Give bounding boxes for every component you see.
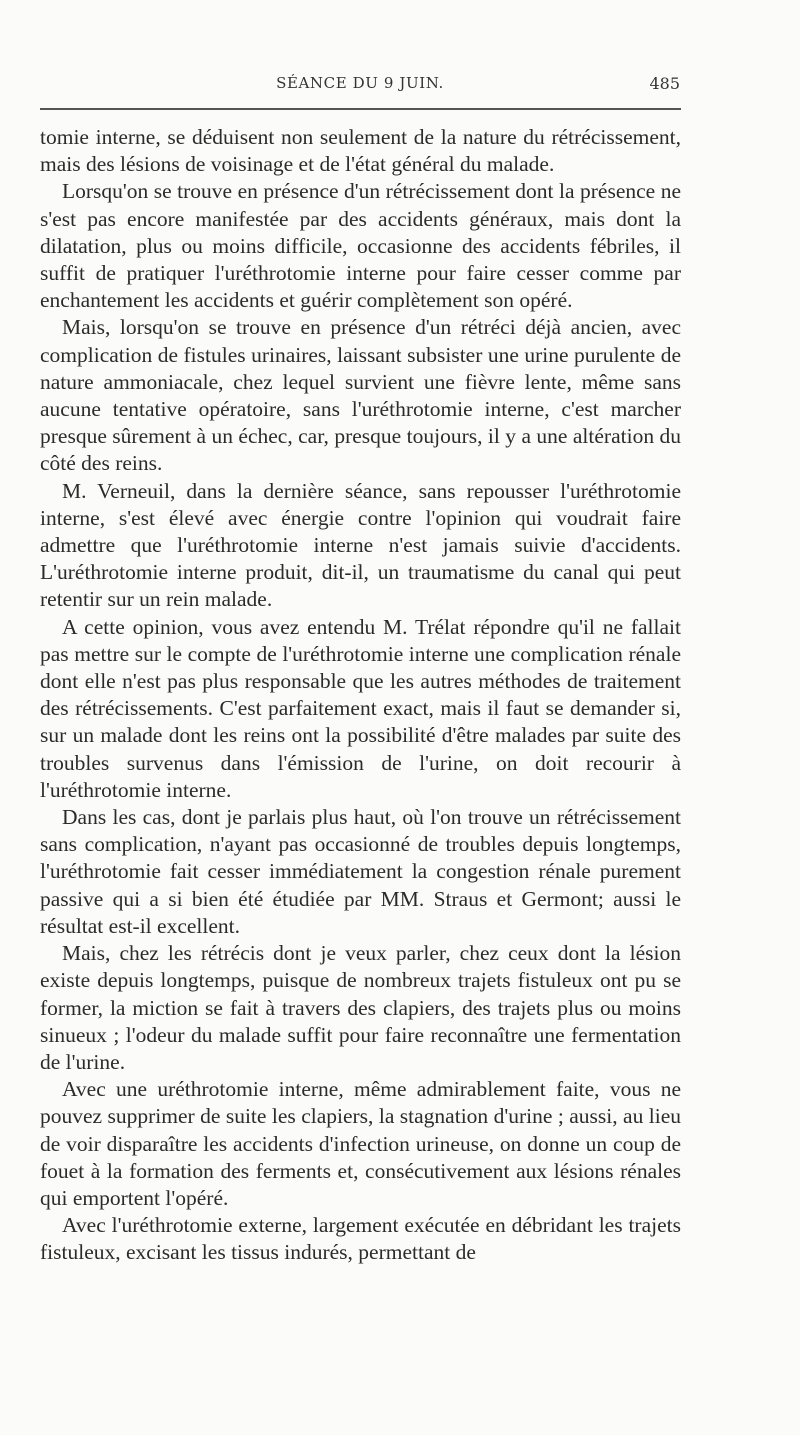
paragraph: M. Verneuil, dans la dernière séance, sans repousser l'uréthrotomie interne, s'est élevé avec énergie contre l'opinion qui voudrait faire admettre que l'uréthrotomie interne n'est jamais suivie d'accidents. L'uréthrotomie interne produit, dit-il, un traumatisme du canal qui peut retentir sur un rein malade. — [40, 478, 681, 612]
paragraph: Avec une uréthrotomie interne, même admirablement faite, vous ne pouvez supprimer de suite les clapiers, la stagnation d'urine ; aussi, au lieu de voir disparaître les accidents d'infection urineuse, on donne un coup de fouet à la formation des ferments et, consécutivement aux lésions rénales qui emportent l'opéré. — [40, 1077, 681, 1210]
paragraph: Mais, lorsqu'on se trouve en présence d'un rétréci déjà ancien, avec complication de fistules urinaires, laissant subsister une urine purulente de nature ammoniacale, chez lequel survient une fièvre lente, même sans aucune tentative opératoire, sans l'uréthrotomie interne, c'est marcher presque sûrement à un échec, car, presque toujours, il y a une altération du côté des reins. — [40, 315, 681, 476]
paragraph: Mais, chez les rétrécis dont je veux parler, chez ceux dont la lésion existe depuis longtemps, puisque de nombreux trajets fistuleux ont pu se former, la miction se fait à travers des clapiers, des trajets plus ou moins sinueux ; l'odeur du malade suffit pour faire reconnaître une fermentation de l'urine. — [40, 941, 681, 1074]
running-head — [40, 74, 680, 100]
header-rule — [40, 108, 681, 110]
paragraph: tomie interne, se déduisent non seulement de la nature du rétrécissement, mais des lésions de voisinage et de l'état général du malade. — [40, 125, 681, 177]
paragraph: Lorsqu'on se trouve en présence d'un rétrécissement dont la présence ne s'est pas encore manifestée par des accidents généraux, mais dont la dilatation, plus ou moins difficile, occasionne des accidents fébriles, il suffit de pratiquer l'uréthrotomie interne pour faire cesser comme par enchantement les accidents et guérir complètement son opéré. — [40, 179, 681, 313]
page-number: 485 — [649, 74, 680, 93]
body-text — [40, 124, 681, 1267]
running-title: SÉANCE DU 9 JUIN. — [276, 74, 444, 92]
paragraph: A cette opinion, vous avez entendu M. Trélat répondre qu'il ne fallait pas mettre sur le compte de l'uréthrotomie interne une complication rénale dont elle n'est pas plus responsable que les autres méthodes de traitement des rétrécissements. C'est parfaitement exact, mais il faut se demander si, sur un malade dont les reins ont la possibilité d'être malades par suite des troubles survenus dans l'émission de l'urine, on doit recourir à l'uréthrotomie interne. — [40, 614, 681, 802]
paragraph: Dans les cas, dont je parlais plus haut, où l'on trouve un rétrécissement sans complication, n'ayant pas occasionné de troubles depuis longtemps, l'uréthrotomie fait cesser immédiatement la congestion rénale purement passive qui a si bien été étudiée par MM. Straus et Germont; aussi le résultat est-il excellent. — [40, 805, 681, 938]
paragraph: Avec l'uréthrotomie externe, largement exécutée en débridant les trajets fistuleux, excisant les tissus indurés, permettant de — [40, 1213, 681, 1265]
